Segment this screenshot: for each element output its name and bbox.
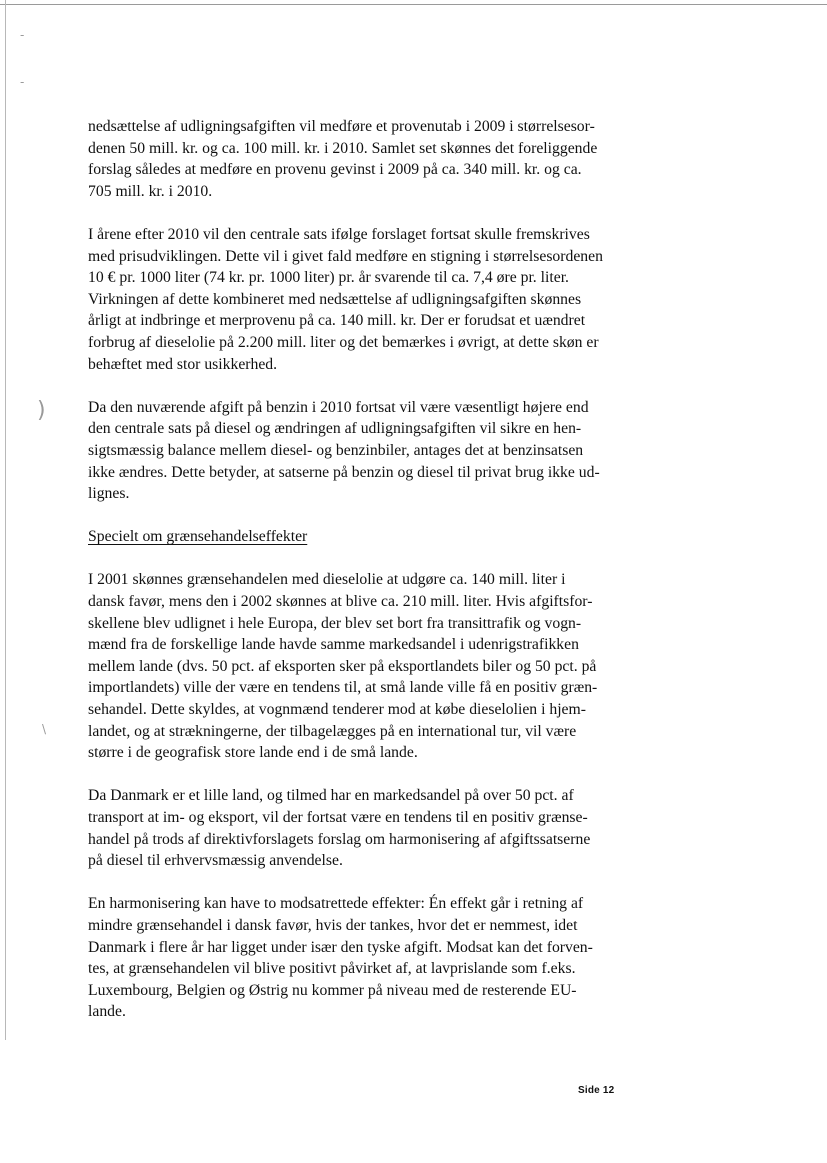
- document-paragraph: En harmonisering kan have to modsatrettede effekter: Én effekt går i retning af mindre grænsehandel i dansk favør, hvis der tankes, hvor det er nemmest, idet Danmark i flere år har ligget under især den tyske afgift. Modsat kan det forven- tes, at grænsehandelen vil blive positivt påvirket af, at lavprislande som f.eks. Luxembourg, Belgien og Østrig nu kommer på niveau med de resterende EU- lande.: [88, 895, 593, 1021]
- scan-artifact-mark: -: [20, 28, 25, 42]
- page-number: Side 12: [578, 1085, 615, 1096]
- hole-punch-artifact: ): [37, 398, 46, 423]
- document-paragraph: nedsættelse af udligningsafgiften vil medføre et provenutab i 2009 i størrelsesor- denen 50 mill. kr. og ca. 100 mill. kr. i 2010. Samlet set skønnes det foreliggende forslag således at medføre en provenu gevinst i 2009 på ca. 340 mill. kr. og ca. 705 mill. kr. i 2010.: [88, 118, 598, 200]
- document-paragraph: I årene efter 2010 vil den centrale sats ifølge forslaget fortsat skulle fremskrives med prisudviklingen. Dette vil i givet fald medføre en stigning i størrelsesordenen 10 € pr. 1000 liter (74 kr. pr. 1000 liter) pr. år svarende til ca. 7,4 øre pr. liter. Virkningen af dette kombineret med nedsættelse af udligningsafgiften skønnes årligt at indbringe et merprovenu på ca. 140 mill. kr. Der er forudsat et uændret forbrug af dieselolie på 2.200 mill. liter og det bemærkes i øvrigt, at dette skøn er behæftet med stor usikkerhed.: [88, 225, 603, 373]
- document-body: [88, 116, 616, 1045]
- scan-left-edge-line: [5, 0, 6, 1040]
- scan-top-edge-line: [0, 4, 827, 5]
- section-heading: Specielt om grænsehandelseffekter: [88, 528, 308, 546]
- scan-artifact-mark: \: [42, 722, 47, 736]
- document-paragraph: Da Danmark er et lille land, og tilmed har en markedsandel på over 50 pct. af transport at im- og eksport, vil der fortsat være en tendens til en positiv grænse- handel på trods af direktivforslagets forslag om harmonisering af afgiftssatserne på diesel til erhvervsmæssig anvendelse.: [88, 787, 591, 870]
- document-paragraph: Da den nuværende afgift på benzin i 2010 fortsat vil være væsentligt højere end den centrale sats på diesel og ændringen af udligningsafgiften vil sikre en hen- sigtsmæssig balance mellem diesel- og benzinbiler, antages det at benzinsatsen ikke ændres. Dette betyder, at satserne på benzin og diesel til privat brug ikke ud- lignes.: [88, 398, 600, 503]
- scan-artifact-mark: -: [20, 75, 25, 89]
- document-paragraph: I 2001 skønnes grænsehandelen med dieselolie at udgøre ca. 140 mill. liter i dansk favør, mens den i 2002 skønnes at blive ca. 210 mill. liter. Hvis afgiftsfor- skellene blev udlignet i hele Europa, der blev set bort fra transittrafik og vogn- mænd fra de forskellige lande havde samme markedsandel i udenrigstrafikken mellem lande (dvs. 50 pct. af eksporten sker på eksportlandets biler og 50 pct. på importlandets) ville der være en tendens til, at små lande ville få en positiv græn- sehandel. Dette skyldes, at vognmænd tenderer mod at købe dieselolien i hjem- landet, og at strækningerne, der tilbagelægges på en international tur, vil være større i de geografisk store lande end i de små lande.: [88, 571, 598, 762]
